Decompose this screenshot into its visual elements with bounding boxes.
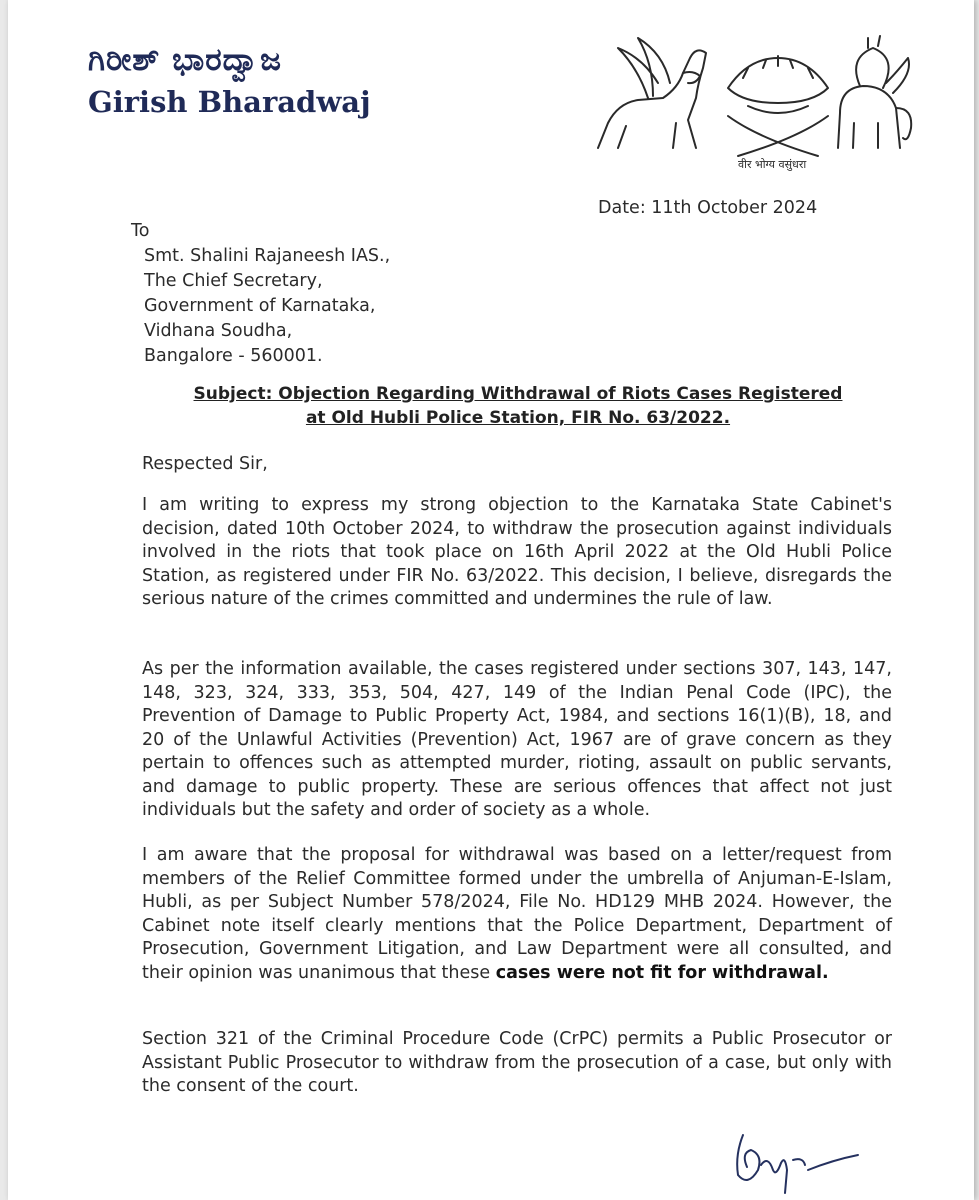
address-line: The Chief Secretary, xyxy=(144,271,323,291)
salutation: Respected Sir, xyxy=(142,454,268,474)
address-line: Smt. Shalini Rajaneesh IAS., xyxy=(144,246,391,266)
subject-line-1: Subject: Objection Regarding Withdrawal of Riots Cases Registered xyxy=(193,384,843,404)
paragraph-2: As per the information available, the cases registered under sections 307, 143, 147, 148, 323, 324, 333, 353, 504, 427, 149 of the Indian Penal Code (IPC), the Prevention of Damage to Public Property Act, 1984, and sections 16(1)(B), 18, and 20 of the Unlawful Activities (Prevention) Act, 1967 are of grave concern as they pertain to offences such as attempted murder, rioting, assault on public servants, and damage to public property. These are serious offences that affect not just individuals but the safety and order of society as a whole. xyxy=(142,659,892,820)
letter-page xyxy=(8,0,974,1200)
paragraph-4: Section 321 of the Criminal Procedure Code (CrPC) permits a Public Prosecutor or Assistant Public Prosecutor to withdraw from the prosecution of a case, but only with the consent of the court. xyxy=(142,1029,892,1096)
subject-line-2: at Old Hubli Police Station, FIR No. 63/2022. xyxy=(305,408,731,428)
paragraph-1: I am writing to express my strong objection to the Karnataka State Cabinet's decision, dated 10th October 2024, to withdraw the prosecution against individuals involved in the riots that took place on 16th April 2022 at the Old Hubli Police Station, as registered under FIR No. 63/2022. This decision, I believe, disregards the serious nature of the crimes committed and undermines the rule of law. xyxy=(142,495,892,609)
paragraph-3 xyxy=(142,844,892,985)
address-to: To xyxy=(131,221,150,241)
address-line: Bangalore - 560001. xyxy=(144,346,323,366)
address-line: Government of Karnataka, xyxy=(144,296,376,316)
letter-subject xyxy=(108,382,928,430)
emblem-motto: वीर भोग्य वसुंधरा xyxy=(738,158,807,171)
emblem-logo xyxy=(578,28,918,173)
letterhead-name: Girish Bharadwaj xyxy=(88,85,371,119)
signature xyxy=(713,1115,863,1200)
letterhead-name-kannada: ಗಿರೀಶ್ ಭಾರದ್ವಾಜ xyxy=(88,42,282,78)
paragraph-3-text: I am aware that the proposal for withdrawal was based on a letter/request from members of the Relief Committee formed under the umbrella of Anjuman-E-Islam, Hubli, as per Subject Number 578/2024, File No. HD129 MHB 2024. However, the Cabinet note itself clearly mentions that the Police Department, Department of Prosecution, Government Litigation, and Law Department were all consulted, and their opinion was unanimous that these xyxy=(142,845,892,983)
recipient-address xyxy=(131,219,390,369)
letter-date: Date: 11th October 2024 xyxy=(598,198,818,218)
address-line: Vidhana Soudha, xyxy=(144,321,293,341)
paragraph-3-emphasis: cases were not fit for withdrawal. xyxy=(495,962,829,983)
